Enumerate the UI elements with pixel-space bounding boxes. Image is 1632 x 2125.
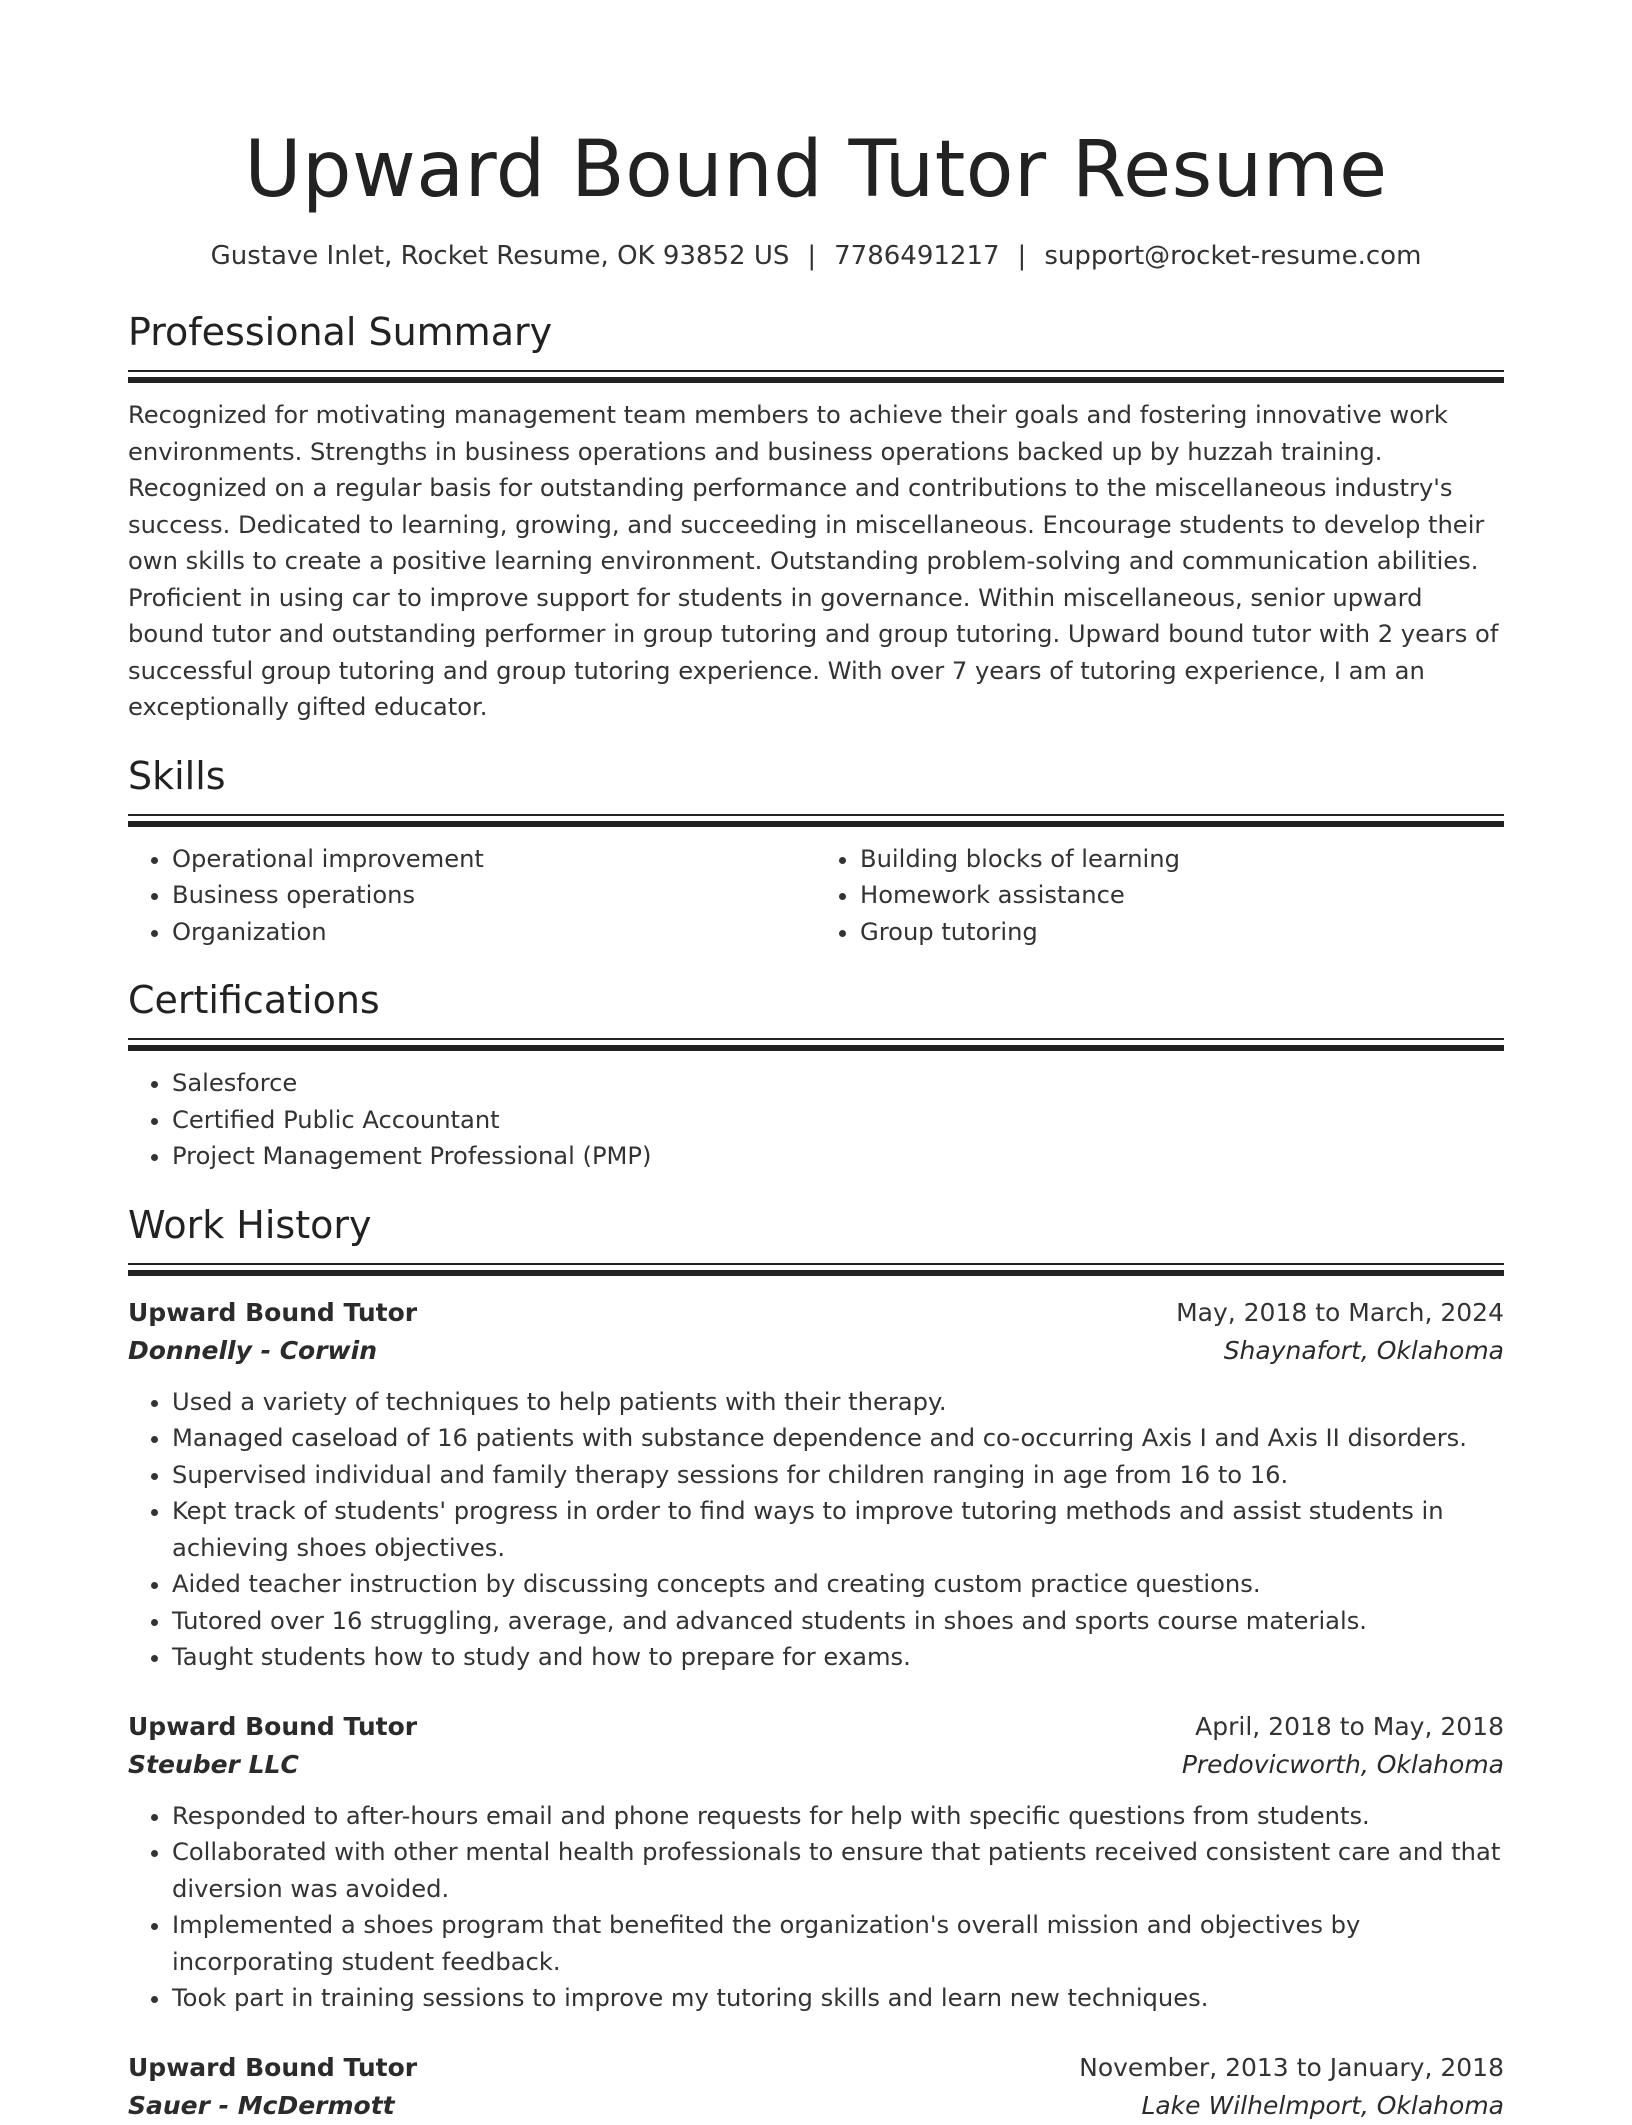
certification-item: • Project Management Professional (PMP) xyxy=(172,1138,1504,1175)
resume-page xyxy=(128,0,1504,2125)
skills-right-list xyxy=(816,841,1504,951)
job-title: Upward Bound Tutor xyxy=(128,1711,418,1741)
skill-item: • Business operations xyxy=(172,877,816,914)
job-header-row xyxy=(128,1708,1504,1746)
job-bullet: • Responded to after-hours email and phone requests for help with specific questions from students. xyxy=(172,1798,1504,1835)
certifications-list xyxy=(128,1065,1504,1175)
job-dates: April, 2018 to May, 2018 xyxy=(1195,1711,1504,1741)
job-location: Shaynafort, Oklahoma xyxy=(1223,1335,1504,1365)
job-dates: November, 2013 to January, 2018 xyxy=(1079,2052,1504,2082)
job-entry xyxy=(128,2049,1504,2125)
job-company: Sauer - McDermott xyxy=(128,2090,395,2120)
job-dates: May, 2018 to March, 2024 xyxy=(1176,1297,1504,1327)
job-bullets xyxy=(128,1384,1504,1676)
work-history-section xyxy=(128,1201,1504,2125)
section-divider xyxy=(128,370,1504,383)
job-bullet: • Supervised individual and family therapy sessions for children ranging in age from 16 to 16. xyxy=(172,1457,1504,1494)
skill-item: • Homework assistance xyxy=(860,877,1504,914)
contact-email: support@rocket-resume.com xyxy=(1044,241,1422,271)
job-subheader-row xyxy=(128,1332,1504,1370)
contact-separator: | xyxy=(807,241,817,271)
job-location: Lake Wilhelmport, Oklahoma xyxy=(1141,2090,1504,2120)
job-company: Donnelly - Corwin xyxy=(128,1335,378,1365)
job-bullet: • Implemented a shoes program that benefited the organization's overall mission and objectives by incorporating student feedback. xyxy=(172,1907,1504,1980)
certification-item: • Salesforce xyxy=(172,1065,1504,1102)
summary-text: Recognized for motivating management team members to achieve their goals and fostering innovative work environments. Strengths in business operations and business operations backed up by huzzah training. Recognized on a regular basis for outstanding performance and contributions to the miscellaneous industry's success. Dedicated to learning, growing, and succeeding in miscellaneous. Encourage students to develop their own skills to create a positive learning environment. Outstanding problem-solving and communication abilities. Proficient in using car to improve support for students in governance. Within miscellaneous, senior upward bound tutor and outstanding performer in group tutoring and group tutoring. Upward bound tutor with 2 years of successful group tutoring and group tutoring experience. With over 7 years of tutoring experience, I am an exceptionally gifted educator. xyxy=(128,401,1499,721)
work-history-heading: Work History xyxy=(128,1202,372,1247)
section-divider xyxy=(128,1263,1504,1276)
job-bullet: • Kept track of students' progress in order to find ways to improve tutoring methods and assist students in achieving shoes objectives. xyxy=(172,1493,1504,1566)
summary-heading: Professional Summary xyxy=(128,310,553,354)
job-bullets xyxy=(128,1798,1504,2017)
job-company: Steuber LLC xyxy=(128,1749,299,1779)
job-header-row xyxy=(128,2049,1504,2087)
job-bullet: • Managed caseload of 16 patients with substance dependence and co-occurring Axis I and Axis II disorders. xyxy=(172,1420,1504,1457)
skills-left-list xyxy=(128,841,816,951)
skill-item: • Organization xyxy=(172,914,816,951)
contact-address: Gustave Inlet, Rocket Resume, OK 93852 US xyxy=(210,241,790,271)
skill-item: • Group tutoring xyxy=(860,914,1504,951)
job-title: Upward Bound Tutor xyxy=(128,1297,418,1327)
skills-section xyxy=(128,752,1504,951)
resume-title: Upward Bound Tutor Resume xyxy=(244,125,1388,215)
section-divider xyxy=(128,1038,1504,1051)
certification-item: • Certified Public Accountant xyxy=(172,1102,1504,1139)
skill-item: • Building blocks of learning xyxy=(860,841,1504,878)
job-location: Predovicworth, Oklahoma xyxy=(1181,1749,1504,1779)
job-entry xyxy=(128,1294,1504,1676)
job-header-row xyxy=(128,1294,1504,1332)
job-bullet: • Collaborated with other mental health professionals to ensure that patients received consistent care and that diversion was avoided. xyxy=(172,1834,1504,1907)
job-bullet: • Taught students how to study and how to prepare for exams. xyxy=(172,1639,1504,1676)
job-subheader-row xyxy=(128,2087,1504,2125)
job-entry xyxy=(128,1708,1504,2017)
skill-item: • Operational improvement xyxy=(172,841,816,878)
job-bullet: • Took part in training sessions to improve my tutoring skills and learn new techniques. xyxy=(172,1980,1504,2017)
job-bullet: • Tutored over 16 struggling, average, and advanced students in shoes and sports course materials. xyxy=(172,1603,1504,1640)
job-subheader-row xyxy=(128,1746,1504,1784)
certifications-heading: Certifications xyxy=(128,978,380,1022)
contact-line xyxy=(128,238,1504,274)
job-title: Upward Bound Tutor xyxy=(128,2052,418,2082)
summary-section xyxy=(128,308,1504,726)
contact-separator: | xyxy=(1017,241,1027,271)
job-bullet: • Aided teacher instruction by discussing concepts and creating custom practice questions. xyxy=(172,1566,1504,1603)
contact-phone: 7786491217 xyxy=(834,241,1000,271)
certifications-section xyxy=(128,976,1504,1175)
skills-heading: Skills xyxy=(128,753,226,798)
job-bullet: • Used a variety of techniques to help patients with their therapy. xyxy=(172,1384,1504,1421)
section-divider xyxy=(128,814,1504,827)
skills-columns xyxy=(128,841,1504,951)
